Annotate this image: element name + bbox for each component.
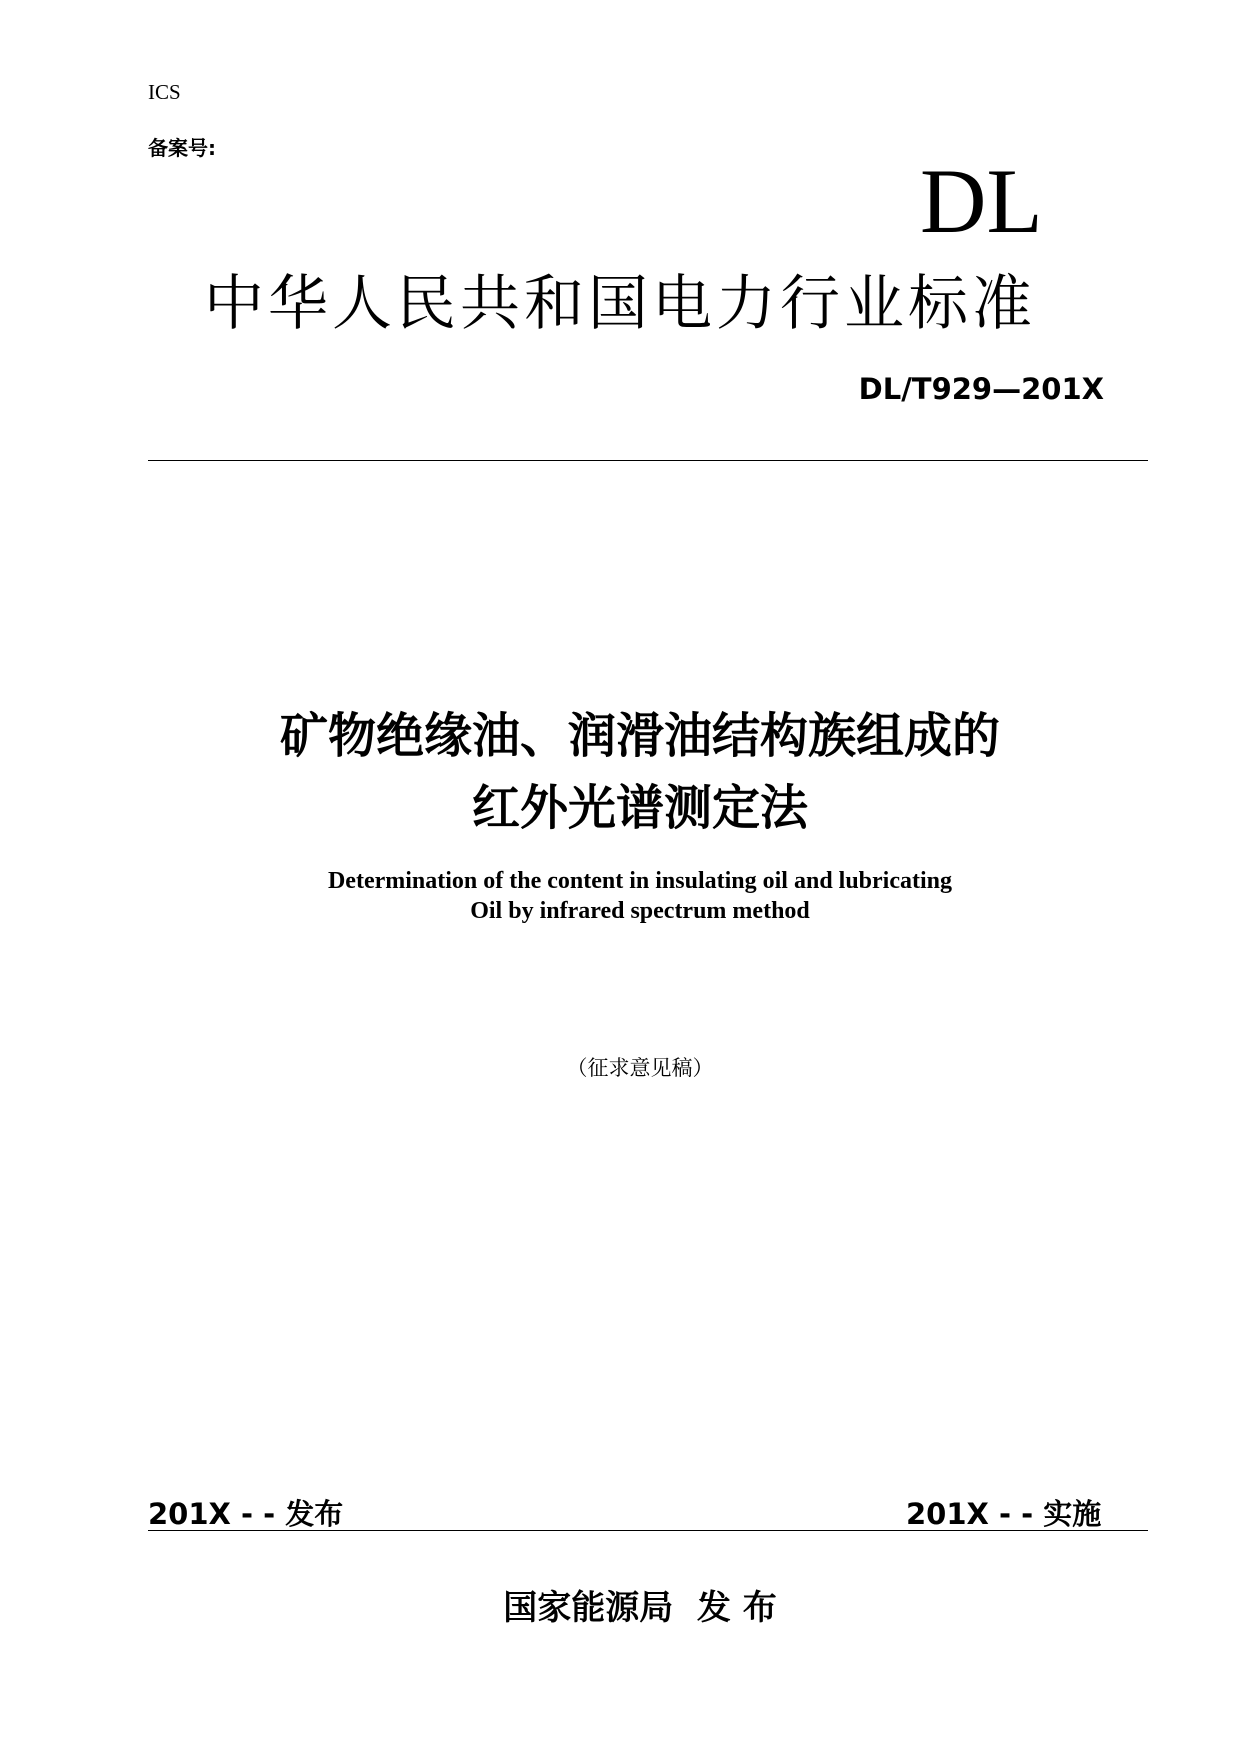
footer-divider	[148, 1530, 1148, 1531]
standard-number: DL/T929—201X	[858, 372, 1104, 406]
issuing-authority: 国家能源局 发 布	[503, 1588, 777, 1628]
standard-title: 中华人民共和国电力行业标准	[204, 269, 1036, 339]
draft-note: （征求意见稿）	[566, 1056, 714, 1080]
header-divider	[148, 460, 1148, 461]
document-title-cn-line-2: 红外光谱测定法	[471, 780, 808, 836]
document-title-en-line-1: Determination of the content in insulating oil and lubricating	[327, 868, 953, 894]
dl-mark: DL	[920, 150, 1043, 252]
document-title-cn	[120, 700, 1160, 844]
implementation-date: 201X - - 实施	[906, 1497, 1102, 1531]
ics-label: ICS	[148, 80, 181, 104]
filing-number-label: 备案号:	[148, 136, 216, 160]
document-title-en	[120, 866, 1160, 926]
document-title-cn-line-1: 矿物绝缘油、润滑油结构族组成的	[279, 708, 1000, 764]
document-title-en-line-2: Oil by infrared spectrum method	[470, 898, 810, 924]
issue-date: 201X - - 发布	[148, 1497, 344, 1531]
